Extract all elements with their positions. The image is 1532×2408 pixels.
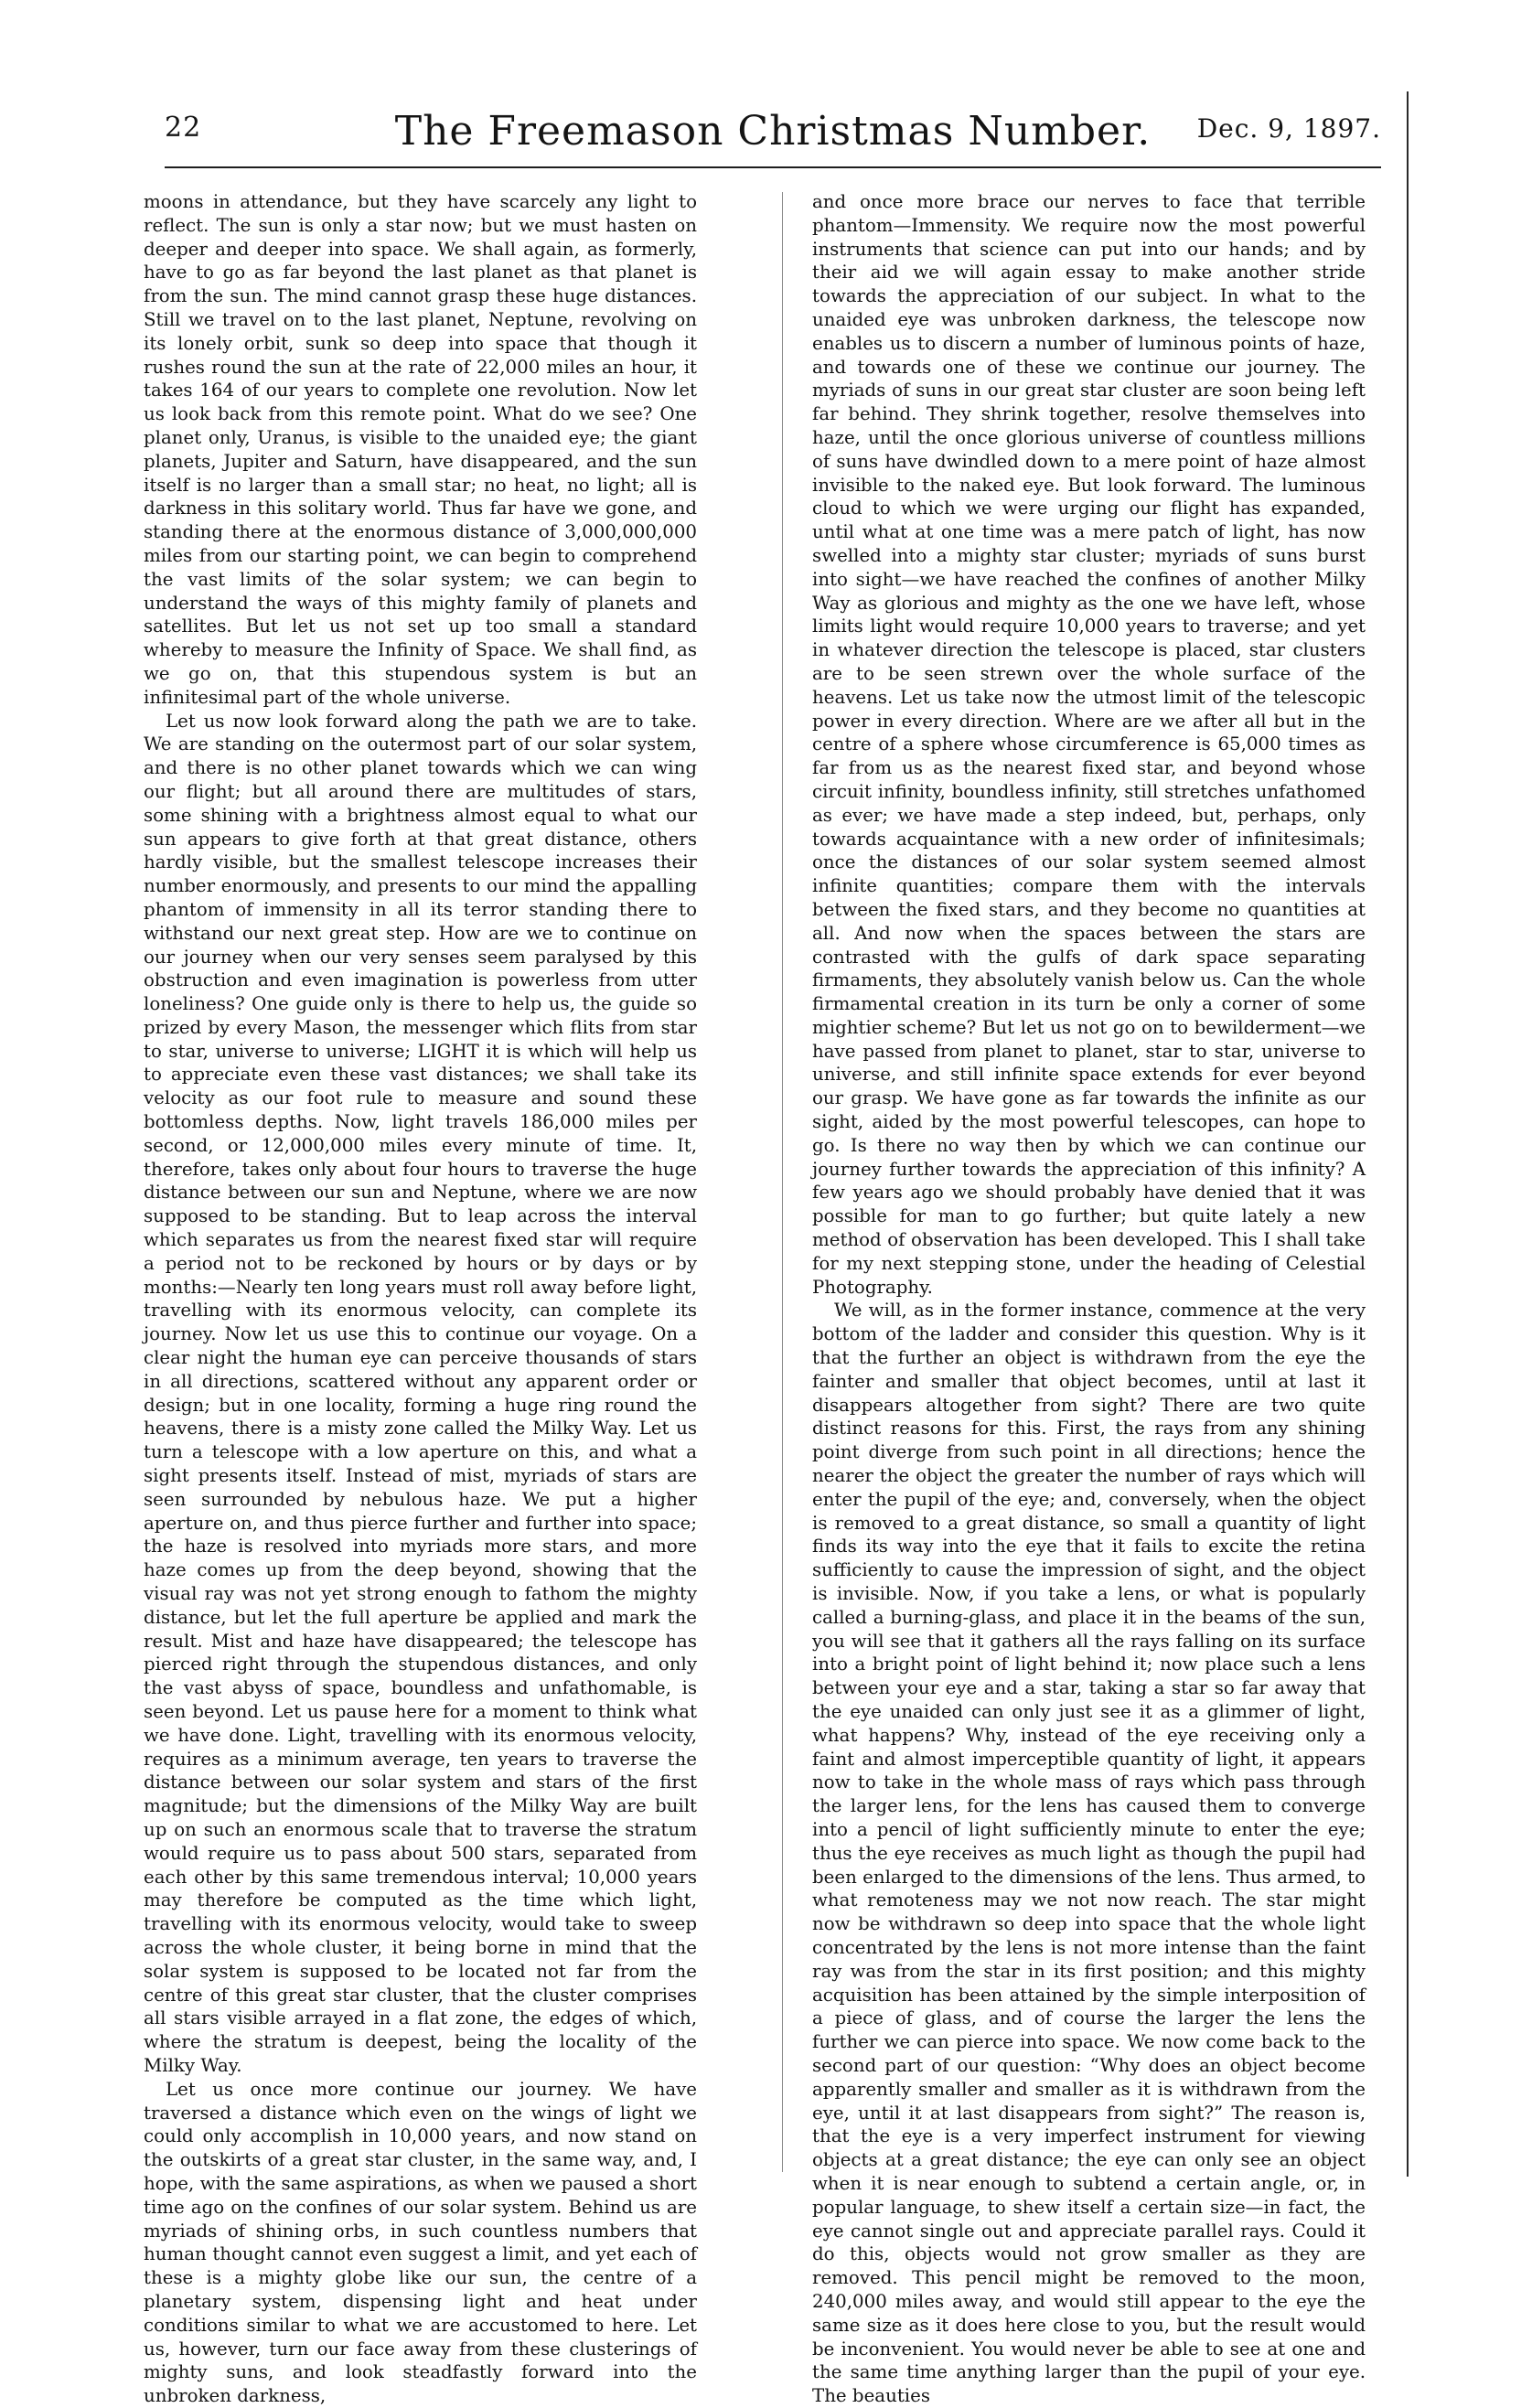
page-title: The Freemason Christmas Number.	[394, 108, 1152, 155]
left-column	[144, 190, 697, 2407]
page-header	[165, 108, 1381, 163]
paragraph: Let us now look forward along the path we are to take. We are standing on the outermost part of our solar system, and there is no other planet towards which we can wing our flight; but all around there are multitudes of stars, some shining with a brightness almost equal to what our sun appears to give forth at that great distance, others hardly visible, but the smallest telescope increases their number enormously, and presents to our mind the appalling phantom of immensity in all its terror standing there to withstand our next great step. How are we to continue on our journey when our very senses seem paralysed by this obstruction and even imagination is powerless from utter loneliness? One guide only is there to help us, the guide so prized by every Mason, the messenger which flits from star to star, universe to universe; LIGHT it is which will help us to appreciate even these vast distances; we shall take its velocity as our foot rule to measure and sound these bottomless depths. Now, light travels 186,000 miles per second, or 12,000,000 miles every minute of time. It, therefore, takes only about four hours to traverse the huge distance between our sun and Neptune, where we are now supposed to be standing. But to leap across the interval which separates us from the nearest fixed star will require a period not to be reckoned by hours or by days or by months:—Nearly ten long years must roll away before light, travelling with its enormous velocity, can complete its journey. Now let us use this to continue our voyage. On a clear night the human eye can perceive thousands of stars in all directions, scattered without any apparent order or design; but in one locality, forming a huge ring round the heavens, there is a misty zone called the Milky Way. Let us turn a telescope with a low aperture on this, and what a sight presents itself. Instead of mist, myriads of stars are seen surrounded by nebulous haze. We put a higher aperture on, and thus pierce further and further into space; the haze is resolved into myriads more stars, and more haze comes up from the deep beyond, showing that the visual ray was not yet strong enough to fathom the mighty distance, but let the full aperture be applied and mark the result. Mist and haze have disappeared; the telescope has pierced right through the stupendous distances, and only the vast abyss of space, boundless and unfathomable, is seen beyond. Let us pause here for a moment to think what we have done. Light, travelling with its enormous velocity, requires as a minimum average, ten years to traverse the distance between our solar system and stars of the first magnitude; but the dimensions of the Milky Way are built up on such an enormous scale that to traverse the stratum would require us to pass about 500 stars, separated from each other by this same tremendous interval; 10,000 years may therefore be computed as the time which light, travelling with its enormous velocity, would take to sweep across the whole cluster, it being borne in mind that the solar system is supposed to be located not far from the centre of this great star cluster, that the cluster comprises all stars visible arrayed in a flat zone, the edges of which, where the stratum is deepest, being the locality of the Milky Way.	[144, 710, 697, 2076]
header-rule	[165, 166, 1381, 168]
page-number: 22	[165, 112, 202, 144]
page-date: Dec. 9, 1897.	[1196, 113, 1381, 144]
paragraph: Let us once more continue our journey. We have traversed a distance which even on the wings of light we could only accomplish in 10,000 years, and now stand on the outskirts of a great star cluster, in the same way, and, I hope, with the same aspirations, as when we paused a short time ago on the confines of our solar system. Behind us are myriads of shining orbs, in such countless numbers that human thought cannot even suggest a limit, and yet each of these is a mighty globe like our sun, the centre of a planetary system, dispensing light and heat under conditions similar to what we are accustomed to here. Let us, however, turn our face away from these clusterings of mighty suns, and look steadfastly forward into the unbroken darkness,	[144, 2078, 697, 2407]
paragraph: We will, as in the former instance, commence at the very bottom of the ladder and consider this question. Why is it that the further an object is withdrawn from the eye the fainter and smaller that object becomes, until at last it disappears altogether from sight? There are two quite distinct reasons for this. First, the rays from any shining point diverge from such point in all directions; hence the nearer the object the greater the number of rays which will enter the pupil of the eye; and, conversely, when the object is removed to a great distance, so small a quantity of light finds its way into the eye that it fails to excite the retina sufficiently to cause the impression of sight, and the object is invisible. Now, if you take a lens, or what is popularly called a burning-glass, and place it in the beams of the sun, you will see that it gathers all the rays falling on its surface into a bright point of light behind it; now place such a lens between your eye and a star, taking a star so far away that the eye unaided can only just see it as a glimmer of light, what happens? Why, instead of the eye receiving only a faint and almost imperceptible quantity of light, it appears now to take in the whole mass of rays which pass through the larger lens, for the lens has caused them to converge into a pencil of light sufficiently minute to enter the eye; thus the eye receives as much light as though the pupil had been enlarged to the dimensions of the lens. Thus armed, to what remoteness may we not now reach. The star might now be withdrawn so deep into space that the whole light concentrated by the lens is not more intense than the faint ray was from the star in its first position; and this mighty acquisition has been attained by the simple interposition of a piece of glass, and of course the larger the lens the further we can pierce into space. We now come back to the second part of our question: “Why does an object become apparently smaller and smaller as it is withdrawn from the eye, until it at last disappears from sight?” The reason is, that the eye is a very imperfect instrument for viewing objects at a great distance; the eye can only see an object when it is near enough to subtend a certain angle, or, in popular language, to shew itself a certain size—in fact, the eye cannot single out and appreciate parallel rays. Could it do this, objects would not grow smaller as they are removed. This pencil might be removed to the moon, 240,000 miles away, and would still appear to the eye the same size as it does here close to you, but the result would be inconvenient. You would never be able to see at one and the same time anything larger than the pupil of your eye. The beauties	[812, 1300, 1366, 2407]
column-divider	[782, 192, 783, 2172]
paragraph: and once more brace our nerves to face that terrible phantom—Immensity. We require now the most powerful instruments that science can put into our hands; and by their aid we will again essay to make another stride towards the appreciation of our subject. In what to the unaided eye was unbroken darkness, the telescope now enables us to discern a number of luminous points of haze, and towards one of these we continue our journey. The myriads of suns in our great star cluster are soon being left far behind. They shrink together, resolve themselves into haze, until the once glorious universe of countless millions of suns have dwindled down to a mere point of haze almost invisible to the naked eye. But look forward. The luminous cloud to which we were urging our flight has expanded, until what at one time was a mere patch of light, has now swelled into a mighty star cluster; myriads of suns burst into sight—we have reached the confines of another Milky Way as glorious and mighty as the one we have left, whose limits light would require 10,000 years to traverse; and yet in whatever direction the telescope is placed, star clusters are to be seen strewn over the whole surface of the heavens. Let us take now the utmost limit of the telescopic power in every direction. Where are we after all but in the centre of a sphere whose circumference is 65,000 times as far from us as the nearest fixed star, and beyond whose circuit infinity, boundless infinity, still stretches unfathomed as ever; we have made a step indeed, but, perhaps, only towards acquaintance with a new order of infinitesimals; once the distances of our solar system seemed almost infinite quantities; compare them with the intervals between the fixed stars, and they become no quantities at all. And now when the spaces between the stars are contrasted with the gulfs of dark space separating firmaments, they absolutely vanish below us. Can the whole firmamental creation in its turn be only a corner of some mightier scheme? But let us not go on to bewilderment—we have passed from planet to planet, star to star, universe to universe, and still infinite space extends for ever beyond our grasp. We have gone as far towards the infinite as our sight, aided by the most powerful telescopes, can hope to go. Is there no way then by which we can continue our journey further towards the appreciation of this infinity? A few years ago we should probably have denied that it was possible for man to go further; but quite lately a new method of observation has been developed. This I shall take for my next stepping stone, under the heading of Celestial Photography.	[812, 191, 1366, 1298]
right-column	[812, 190, 1366, 2407]
page-edge-rule	[1407, 91, 1409, 2177]
paragraph: moons in attendance, but they have scarcely any light to reflect. The sun is only a star now; but we must hasten on deeper and deeper into space. We shall again, as formerly, have to go as far beyond the last planet as that planet is from the sun. The mind cannot grasp these huge distances. Still we travel on to the last planet, Neptune, revolving on its lonely orbit, sunk so deep into space that though it rushes round the sun at the rate of 22,000 miles an hour, it takes 164 of our years to complete one revolution. Now let us look back from this remote point. What do we see? One planet only, Uranus, is visible to the unaided eye; the giant planets, Jupiter and Saturn, have disappeared, and the sun itself is no larger than a small star; no heat, no light; all is darkness in this solitary world. Thus far have we gone, and standing there at the enormous distance of 3,000,000,000 miles from our starting point, we can begin to comprehend the vast limits of the solar system; we can begin to understand the ways of this mighty family of planets and satellites. But let us not set up too small a standard whereby to measure the Infinity of Space. We shall find, as we go on, that this stupendous system is but an infinitesimal part of the whole universe.	[144, 191, 697, 708]
